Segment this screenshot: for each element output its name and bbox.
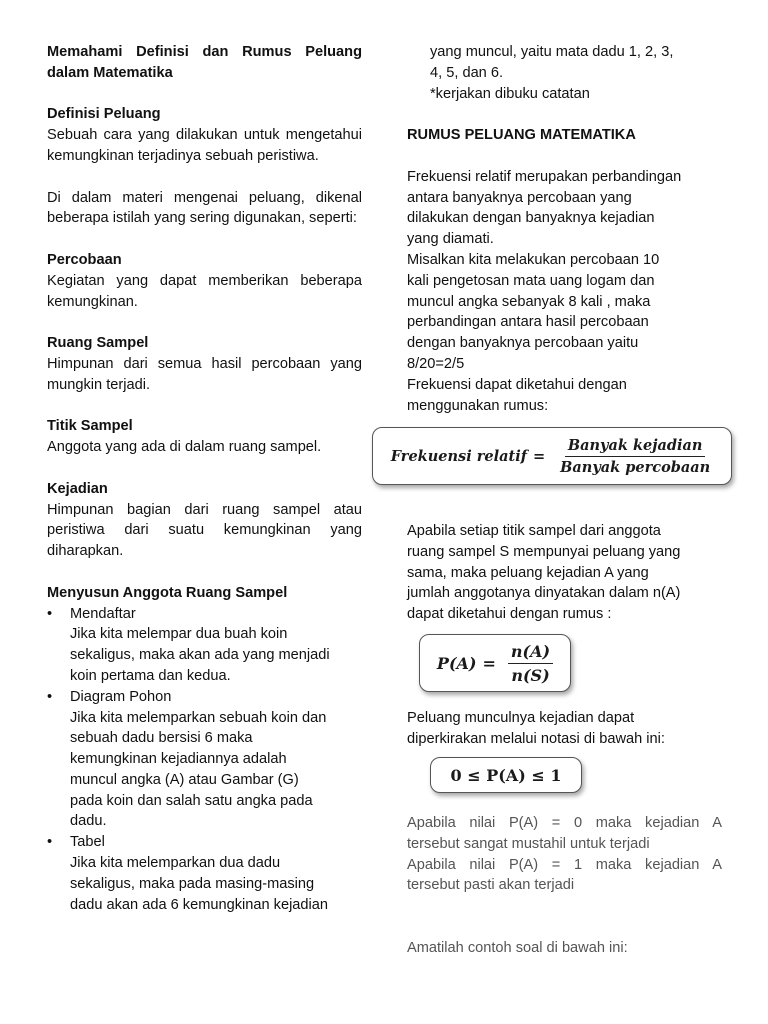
frekuensi-paragraph: [407, 167, 727, 417]
notasi-section: [407, 708, 727, 750]
definition-text: Sebuah cara yang dilakukan untuk mengetahui kemungkinan terjadinya sebuah peristiwa.: [47, 127, 362, 164]
bullet-label: Tabel: [70, 834, 105, 851]
text-line: Apabila setiap titik sampel dari anggota: [407, 523, 661, 539]
term-heading-percobaan: Percobaan: [47, 251, 122, 268]
fraction-numerator: Banyak kejadian: [565, 437, 706, 457]
formula-range: 0 ≤ P(A) ≤ 1: [450, 765, 562, 785]
formula-lhs: Frekuensi relatif: [390, 447, 527, 465]
text-line: perbandingan antara hasil percobaan: [407, 314, 649, 331]
term-heading-ruang-sampel: Ruang Sampel: [47, 335, 149, 352]
text-line: sama, maka peluang kejadian A yang: [407, 564, 649, 581]
left-column: [47, 42, 362, 915]
equals-sign: =: [482, 653, 496, 673]
definition-heading: Definisi Peluang: [47, 106, 161, 123]
homework-note: *kerjakan dibuku catatan: [430, 85, 590, 102]
continued-text: [407, 42, 727, 104]
menyusun-heading: Menyusun Anggota Ruang Sampel: [47, 584, 288, 601]
text-line: Apabila nilai P(A) = 1 maka kejadian A: [407, 856, 722, 873]
bullet-line: Jika kita melempar dua buah koin: [70, 626, 288, 643]
term-text-kejadian: Himpunan bagian dari ruang sampel atau peristiwa dari suatu kemungkinan yang diharapkan.: [47, 501, 362, 560]
term-text-percobaan: Kegiatan yang dapat memberikan beberapa kemungkinan.: [47, 272, 362, 310]
bullet-line: sebuah dadu bersisi 6 maka: [70, 730, 253, 747]
list-item-tabel: [47, 832, 362, 915]
example-prompt: Amatilah contoh soal di bawah ini:: [407, 940, 628, 956]
fraction: [557, 437, 713, 476]
bullet-label: Mendaftar: [70, 605, 136, 622]
text-line: diperkirakan melalui notasi di bawah ini:: [407, 730, 665, 747]
text-line: tersebut sangat mustahil untuk terjadi: [407, 835, 650, 852]
text-line: dengan banyaknya percobaan yaitu: [407, 335, 639, 352]
text-line: antara banyaknya percobaan yang: [407, 189, 632, 206]
text-line: Frekuensi relatif merupakan perbandingan: [407, 168, 682, 185]
bullet-line: muncul angka (A) atau Gambar (G): [70, 771, 299, 788]
text-line: Peluang munculnya kejadian dapat: [407, 710, 635, 726]
range-formula: [430, 757, 582, 793]
text-line: dapat diketahui dengan rumus :: [407, 606, 612, 623]
term-text-titik-sampel: Anggota yang ada di dalam ruang sampel.: [47, 439, 322, 456]
bullet-line: koin pertama dan kedua.: [70, 667, 231, 684]
text-line: jumlah anggotanya dinyatakan dalam n(A): [407, 585, 681, 602]
text-line: Frekuensi dapat diketahui dengan: [407, 376, 627, 393]
text-line: kali pengetosan mata uang logam dan: [407, 272, 655, 289]
menyusun-list: [47, 604, 362, 916]
text-line: 8/20=2/5: [407, 355, 465, 372]
amatilah-section: [407, 938, 727, 959]
bullet-label: Diagram Pohon: [70, 688, 172, 705]
equals-sign: =: [532, 447, 546, 465]
apabila-paragraph: [407, 521, 727, 625]
bullet-icon: •: [47, 688, 53, 705]
list-item-mendaftar: [47, 604, 362, 687]
bullet-line: sekaligus, maka pada masing-masing: [70, 875, 315, 892]
frekuensi-relatif-formula: [372, 427, 732, 485]
bullet-line: Jika kita melemparkan sebuah koin dan: [70, 709, 327, 726]
fraction: [508, 642, 553, 685]
fraction-denominator: Banyak percobaan: [560, 458, 711, 476]
fraction-numerator: n(A): [508, 642, 553, 664]
list-item-diagram-pohon: [47, 687, 362, 833]
text-line: menggunakan rumus:: [407, 397, 549, 414]
gray-notes: [407, 813, 722, 896]
text-line: dilakukan dengan banyaknya kejadian: [407, 210, 655, 227]
bullet-line: dadu.: [70, 813, 107, 830]
fraction-denominator: n(S): [511, 665, 550, 685]
term-text-ruang-sampel: Himpunan dari semua hasil percobaan yang mungkin terjadi.: [47, 355, 362, 393]
right-column: [407, 42, 727, 416]
intro-text: Di dalam materi mengenai peluang, dikenal beberapa istilah yang sering digunakan, seperti:: [47, 189, 362, 227]
text-line: 4, 5, dan 6.: [430, 64, 504, 81]
term-heading-titik-sampel: Titik Sampel: [47, 418, 133, 435]
bullet-line: kemungkinan kejadiannya adalah: [70, 751, 287, 768]
text-line: muncul angka sebanyak 8 kali , maka: [407, 293, 651, 310]
right-column-lower: [407, 521, 727, 625]
bullet-line: sekaligus, maka akan ada yang menjadi: [70, 647, 330, 664]
bullet-line: pada koin dan salah satu angka pada: [70, 792, 313, 809]
bullet-icon: •: [47, 605, 53, 622]
text-line: ruang sampel S mempunyai peluang yang: [407, 543, 681, 560]
bullet-line: Jika kita melemparkan dua dadu: [70, 855, 281, 872]
text-line: tersebut pasti akan terjadi: [407, 877, 575, 894]
text-line: Misalkan kita melakukan percobaan 10: [407, 251, 660, 268]
term-heading-kejadian: Kejadian: [47, 480, 108, 497]
text-line: yang diamati.: [407, 231, 494, 248]
formula-lhs: P(A): [436, 653, 477, 673]
peluang-formula: [419, 634, 571, 692]
rumus-heading: RUMUS PELUANG MATEMATIKA: [407, 127, 636, 144]
page-title: Memahami Definisi dan Rumus Peluang dalam Matematika: [47, 44, 362, 81]
bullet-line: dadu akan ada 6 kemungkinan kejadian: [70, 896, 329, 913]
bullet-icon: •: [47, 834, 53, 851]
text-line: Apabila nilai P(A) = 0 maka kejadian A: [407, 815, 722, 831]
text-line: yang muncul, yaitu mata dadu 1, 2, 3,: [430, 44, 674, 60]
